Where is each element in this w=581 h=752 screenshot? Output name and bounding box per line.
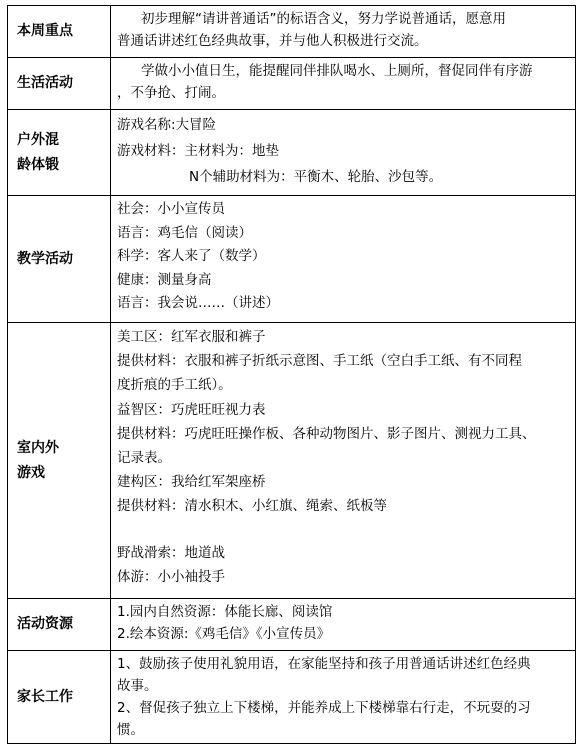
label-line: 龄体锻	[17, 156, 59, 173]
text-line: 故事。	[117, 678, 158, 694]
content-activity-resources	[111, 599, 576, 651]
text-line: 益智区：巧虎旺旺视力表	[117, 401, 266, 418]
text-line: 2.绘本资源:《鸡毛信》《小宣传员》	[117, 626, 331, 642]
text-line: 提供材料：清水积木、小红旗、绳索、纸板等	[117, 498, 387, 515]
text-line: 1.园内自然资源：体能长廊、阅读馆	[117, 604, 333, 620]
row-indoor-outdoor-games	[8, 323, 576, 599]
content-outdoor-exercise	[111, 110, 576, 196]
row-weekly-focus	[8, 6, 576, 58]
text-line: 1、鼓励孩子使用礼貌用语，在家能坚持和孩子用普通话讲述红色经典	[117, 656, 531, 672]
content-weekly-focus	[111, 6, 576, 58]
label-line: 室内外	[17, 439, 59, 456]
text-line: 学做小小值日生，能提醒同伴排队喝水、上厕所，督促同伴有序游	[141, 63, 533, 79]
blank-line	[117, 519, 569, 541]
text-line: 初步理解“请讲普通话”的标语含义，努力学说普通话，愿意用	[141, 11, 506, 27]
text-line: 2、督促孩子独立上下楼梯，并能养成上下楼梯靠右行走，不玩耍的习	[117, 700, 531, 716]
text-line: 度折痕的手工纸）。	[117, 377, 232, 394]
content-life-activity	[111, 58, 576, 110]
text-line: 体游：小小袖投手	[117, 568, 225, 585]
content-teaching-activity	[111, 196, 576, 323]
text-line: 野战滑索：地道战	[117, 544, 225, 561]
row-activity-resources	[8, 599, 576, 651]
text-line: 语言：鸡毛信（阅读）	[117, 224, 252, 241]
text-line: 普通话讲述红色经典故事，并与他人积极进行交流。	[117, 33, 428, 49]
row-outdoor-exercise	[8, 110, 576, 196]
label-indoor-outdoor-games	[8, 323, 111, 599]
text-line: 提供材料：巧虎旺旺操作板、各种动物图片、影子图片、测视力工具、	[117, 425, 536, 442]
text-line: 建构区：我给红军架座桥	[117, 474, 266, 491]
label-parent-work: 家长工作	[8, 651, 111, 744]
text-line: 美工区：红军衣服和裤子	[117, 329, 266, 345]
text-line: 提供材料：衣服和裤子折纸示意图、手工纸（空白手工纸、有不同程	[117, 353, 522, 370]
text-line: 记录表。	[117, 450, 171, 467]
label-weekly-focus: 本周重点	[8, 6, 111, 58]
text-line: 社会：小小宣传员	[117, 201, 225, 217]
weekly-plan-table	[7, 5, 576, 744]
label-line: 户外混	[17, 131, 59, 148]
row-life-activity	[8, 58, 576, 110]
label-activity-resources: 活动资源	[8, 599, 111, 651]
text-line: 游戏材料：主材料为：地垫	[117, 143, 279, 159]
text-line: N个辅助材料为：平衡木、轮胎、沙包等。	[189, 169, 443, 185]
label-line: 游戏	[17, 464, 45, 481]
text-line: 惯。	[117, 722, 144, 738]
label-outdoor-exercise	[8, 110, 111, 196]
text-line: 语言：我会说……（讲述）	[117, 295, 279, 311]
row-parent-work	[8, 651, 576, 744]
text-line: 游戏名称:大冒险	[117, 117, 217, 133]
content-parent-work	[111, 651, 576, 744]
text-line: 健康：测量身高	[117, 271, 212, 288]
content-indoor-outdoor-games	[111, 323, 576, 599]
text-line: ，不争抢、打闹。	[117, 85, 225, 101]
label-life-activity: 生活活动	[8, 58, 111, 110]
text-line: 科学：客人来了（数学）	[117, 248, 266, 264]
row-teaching-activity	[8, 196, 576, 323]
label-teaching-activity: 教学活动	[8, 196, 111, 323]
